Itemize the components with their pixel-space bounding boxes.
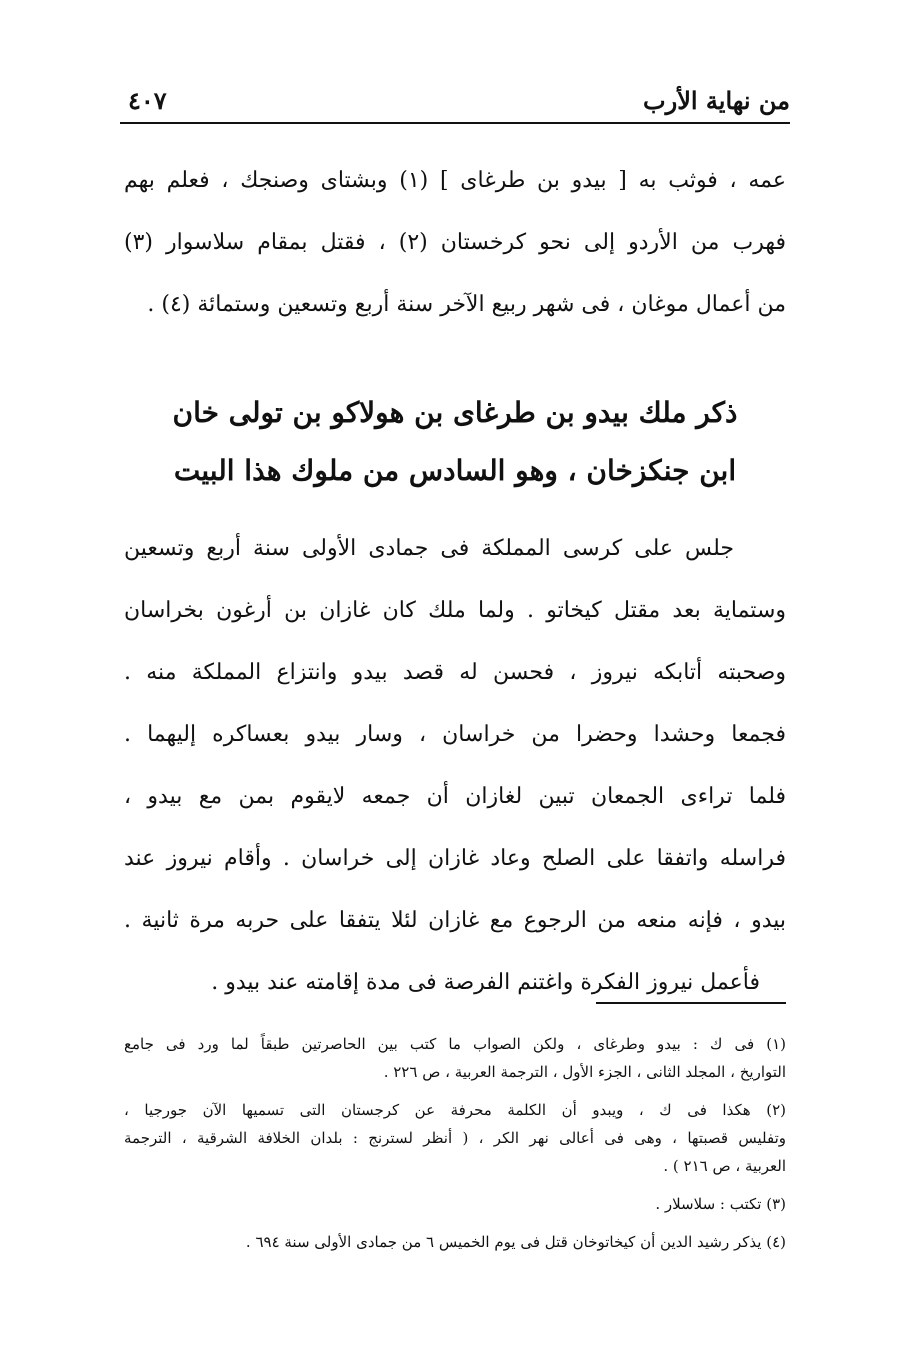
intro-paragraph (124, 150, 786, 336)
text-line: جلس على كرسى المملكة فى جمادى الأولى سنة أربع وتسعين (124, 536, 734, 561)
footnote-line: العربية ، ص ٢١٦ ) . (663, 1157, 786, 1175)
text-line: فأعمل نيروز الفكرة واغتنم الفرصة فى مدة إقامته عند بيدو . (211, 970, 760, 995)
text-line: وصحبته أتابكه نيروز ، فحسن له قصد بيدو وانتزاع المملكة منه . (124, 660, 786, 685)
footnote-1 (124, 1030, 786, 1086)
footnote-2 (124, 1096, 786, 1180)
footnote-line: (٢) هكذا فى ك ، ويبدو أن الكلمة محرفة عن كرجستان التى تسميها الآن جورجيا ، (124, 1101, 786, 1119)
text-line: وستماية بعد مقتل كيخاتو . ولما ملك كان غازان بن أرغون بخراسان (124, 598, 786, 623)
running-title: من نهاية الأرب (643, 86, 790, 115)
text-line: فلما تراءى الجمعان تبين لغازان أن جمعه لايقوم بمن مع بيدو ، (124, 784, 786, 809)
footnote-line: (٣) تكتب : سلاسلار . (655, 1195, 786, 1213)
footnote-line: (١) فى ك : بيدو وطرغاى ، ولكن الصواب ما كتب بين الحاصرتين طبقاً لما ورد فى جامع (124, 1035, 786, 1053)
footnote-line: (٤) يذكر رشيد الدين أن كيخاتوخان قتل فى يوم الخميس ٦ من جمادى الأولى سنة ٦٩٤ . (245, 1233, 786, 1251)
text-line: عمه ، فوثب به [ بيدو بن طرغاى ] (١) وبشتاى وصنجك ، فعلم بهم (124, 168, 786, 193)
body-paragraph (124, 518, 786, 1014)
text-line: فراسله واتفقا على الصلح وعاد غازان إلى خراسان . وأقام نيروز عند (124, 846, 786, 871)
text-line: بيدو ، فإنه منعه من الرجوع مع غازان لئلا يتفقا على حربه مرة ثانية . (124, 908, 786, 933)
footnotes (124, 1030, 786, 1256)
text-line: فجمعا وحشدا وحضرا من خراسان ، وسار بيدو بعساكره إليهما . (124, 722, 786, 747)
footnote-3 (124, 1190, 786, 1218)
text-line: فهرب من الأردو إلى نحو كرخستان (٢) ، فقتل بمقام سلاسوار (٣) (124, 230, 786, 255)
heading-line: ابن جنكزخان ، وهو السادس من ملوك هذا البيت (173, 454, 737, 487)
footnote-line: وتفليس قصبتها ، وهى فى أعالى نهر الكر ، ( أنظر لسترنج : بلدان الخلافة الشرقية ، الترجمة (124, 1129, 786, 1147)
text-line: من أعمال موغان ، فى شهر ربيع الآخر سنة أربع وتسعين وستمائة (٤) . (147, 292, 786, 317)
footnote-separator (596, 1002, 786, 1004)
section-heading (140, 384, 770, 500)
footnote-line: التواريخ ، المجلد الثانى ، الجزء الأول ، الترجمة العربية ، ص ٢٢٦ . (383, 1063, 786, 1081)
footnote-4 (124, 1228, 786, 1256)
page-number: ٤٠٧ (128, 86, 167, 115)
heading-line: ذكر ملك بيدو بن طرغاى بن هولاكو بن تولى خان (172, 396, 738, 429)
running-header (120, 82, 790, 124)
